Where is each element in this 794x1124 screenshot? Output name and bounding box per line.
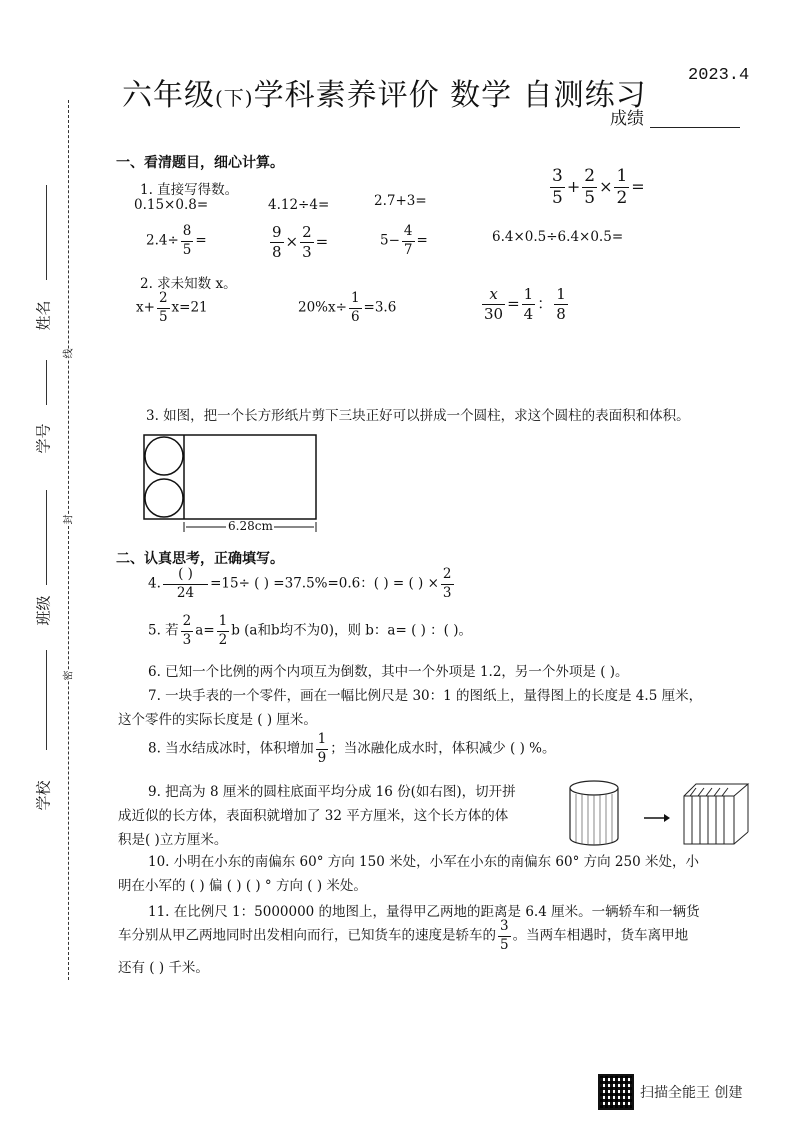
fraction: $\frac{x}{30}$ xyxy=(484,285,504,323)
q6: 6. 已知一个比例的两个内项互为倒数，其中一个外项是 1.2，另一个外项是 ( )。 xyxy=(148,664,629,680)
q10-line2: 明在小军的 ( ) 偏 ( ) ( ) ° 方向 ( ) 米处。 xyxy=(118,878,367,894)
name-field[interactable] xyxy=(46,185,47,280)
fraction: $\frac{1}{9}$ xyxy=(317,731,327,766)
q9-line2: 成近似的长方体，表面积就增加了 32 平方厘米，这个长方体的体 xyxy=(118,808,509,824)
fraction: $\frac{1}{8}$ xyxy=(556,285,566,323)
q3-text: 3. 如图，把一个长方形纸片剪下三块正好可以拼成一个圆柱，求这个圆柱的表面积和体积。 xyxy=(146,408,690,424)
class-label: 班级 xyxy=(34,595,53,626)
number-label: 学号 xyxy=(34,423,53,454)
fraction: $\frac{( )}{24}$ xyxy=(163,568,208,600)
q9-line1: 9. 把高为 8 厘米的圆柱底面平均分成 16 份(如右图)，切开拼 xyxy=(148,784,516,800)
fraction: $\frac{1}{6}$ xyxy=(350,290,360,325)
cylinder-to-cuboid-diagram xyxy=(566,778,756,850)
fraction: $\frac{1}{2}$ xyxy=(616,166,628,208)
fraction: $\frac{8}{5}$ xyxy=(182,223,192,258)
exam-date: 2023.4 xyxy=(688,66,750,85)
q1-c: 2.7+3= xyxy=(374,193,427,209)
fraction: $\frac{3}{5}$ xyxy=(552,166,563,208)
name-label: 姓名 xyxy=(34,300,53,331)
fraction: $\frac{2}{3}$ xyxy=(442,566,452,601)
scanner-watermark: 扫描全能王 创建 xyxy=(640,1085,743,1101)
class-field[interactable] xyxy=(46,490,47,585)
q7-line1: 7. 一块手表的一个零件，画在一幅比例尺是 30：1 的图纸上，量得图上的长度是 4.5 厘米， xyxy=(148,688,703,704)
q8: 8. 当水结成冰时，体积增加 $\frac{1}{9}$ ；当冰融化成水时，体积减少 ( ) %。 xyxy=(148,731,556,766)
fraction: $\frac{1}{4}$ xyxy=(523,285,534,323)
q2-title: 2. 求未知数 x。 xyxy=(140,276,237,292)
score-field[interactable] xyxy=(650,109,740,128)
qr-code-icon xyxy=(598,1074,634,1110)
fraction: $\frac{2}{3}$ xyxy=(302,223,312,261)
fraction: $\frac{1}{2}$ xyxy=(218,613,228,648)
q2-c: $\frac{x}{30}$ = $\frac{1}{4}$ ： $\frac{1}{8}$ xyxy=(484,285,566,323)
title-main: 学科素养评价 数学 自测练习 xyxy=(253,78,647,113)
q1-h: 6.4×0.5÷6.4×0.5= xyxy=(492,229,624,245)
section1-heading: 一、看清题目，细心计算。 xyxy=(116,155,284,171)
score-label: 成绩 xyxy=(610,109,644,129)
q1-a: 0.15×0.8= xyxy=(134,197,209,213)
q9-line3: 积是( )立方厘米。 xyxy=(118,832,228,848)
fraction: $\frac{2}{5}$ xyxy=(158,290,168,325)
title-grade: 六年级 xyxy=(122,78,215,113)
school-field[interactable] xyxy=(46,650,47,750)
binding-dashed-line xyxy=(68,100,69,980)
q2-b: 20%x÷ $\frac{1}{6}$ =3.6 xyxy=(298,290,397,325)
fraction: $\frac{9}{8}$ xyxy=(272,223,282,261)
q10-line1: 10. 小明在小东的南偏东 60° 方向 150 米处，小军在小东的南偏东 60° 方向 250 米处，小 xyxy=(148,854,699,870)
q4: 4. $\frac{( )}{24}$ =15÷ ( ) =37.5%=0.6：( ) = ( ) × $\frac{2}{3}$ xyxy=(148,566,452,601)
q1-g: 5− $\frac{4}{7}$ = xyxy=(380,223,428,258)
q1-b: 4.12÷4= xyxy=(268,197,330,213)
q11-line2: 车分别从甲乙两地同时出发相向而行，已知货车的速度是轿车的 $\frac{3}{5}$ 。当两车相遇时，货车离甲地 xyxy=(118,918,689,953)
section2-heading: 二、认真思考，正确填写。 xyxy=(116,551,284,567)
q1-e: 2.4÷ $\frac{8}{5}$ = xyxy=(146,223,207,258)
q2-a: x+ $\frac{2}{5}$ x=21 xyxy=(136,290,208,325)
q1-title: 1. 直接写得数。 xyxy=(140,182,239,198)
fraction: $\frac{2}{3}$ xyxy=(182,613,192,648)
q7-line2: 这个零件的实际长度是 ( ) 厘米。 xyxy=(118,712,317,728)
number-field[interactable] xyxy=(46,360,47,405)
fraction: $\frac{3}{5}$ xyxy=(500,918,509,953)
mark-mi: 密 xyxy=(60,671,75,681)
mark-feng: 封 xyxy=(60,515,75,525)
mark-xian: 线 xyxy=(60,349,75,359)
q5: 5. 若 $\frac{2}{3}$ a= $\frac{1}{2}$ b (a和b均不为0)，则 b：a= ( ) ：( )。 xyxy=(148,613,473,648)
page-title xyxy=(122,70,647,114)
school-label: 学校 xyxy=(34,780,53,811)
fraction: $\frac{4}{7}$ xyxy=(403,223,413,258)
q11-line1: 11. 在比例尺 1：5000000 的地图上，量得甲乙两地的距离是 6.4 厘米。一辆轿车和一辆货 xyxy=(148,904,700,920)
q3-dimension-label: 6.28cm xyxy=(228,519,273,533)
q1-f: $\frac{9}{8}$ × $\frac{2}{3}$ = xyxy=(272,223,329,261)
q1-d: $\frac{3}{5}$ + $\frac{2}{5}$ × $\frac{1}{2}$ = xyxy=(552,166,645,208)
title-term: (下) xyxy=(215,86,254,110)
fraction: $\frac{2}{5}$ xyxy=(584,166,596,208)
q11-line3: 还有 ( ) 千米。 xyxy=(118,960,209,976)
